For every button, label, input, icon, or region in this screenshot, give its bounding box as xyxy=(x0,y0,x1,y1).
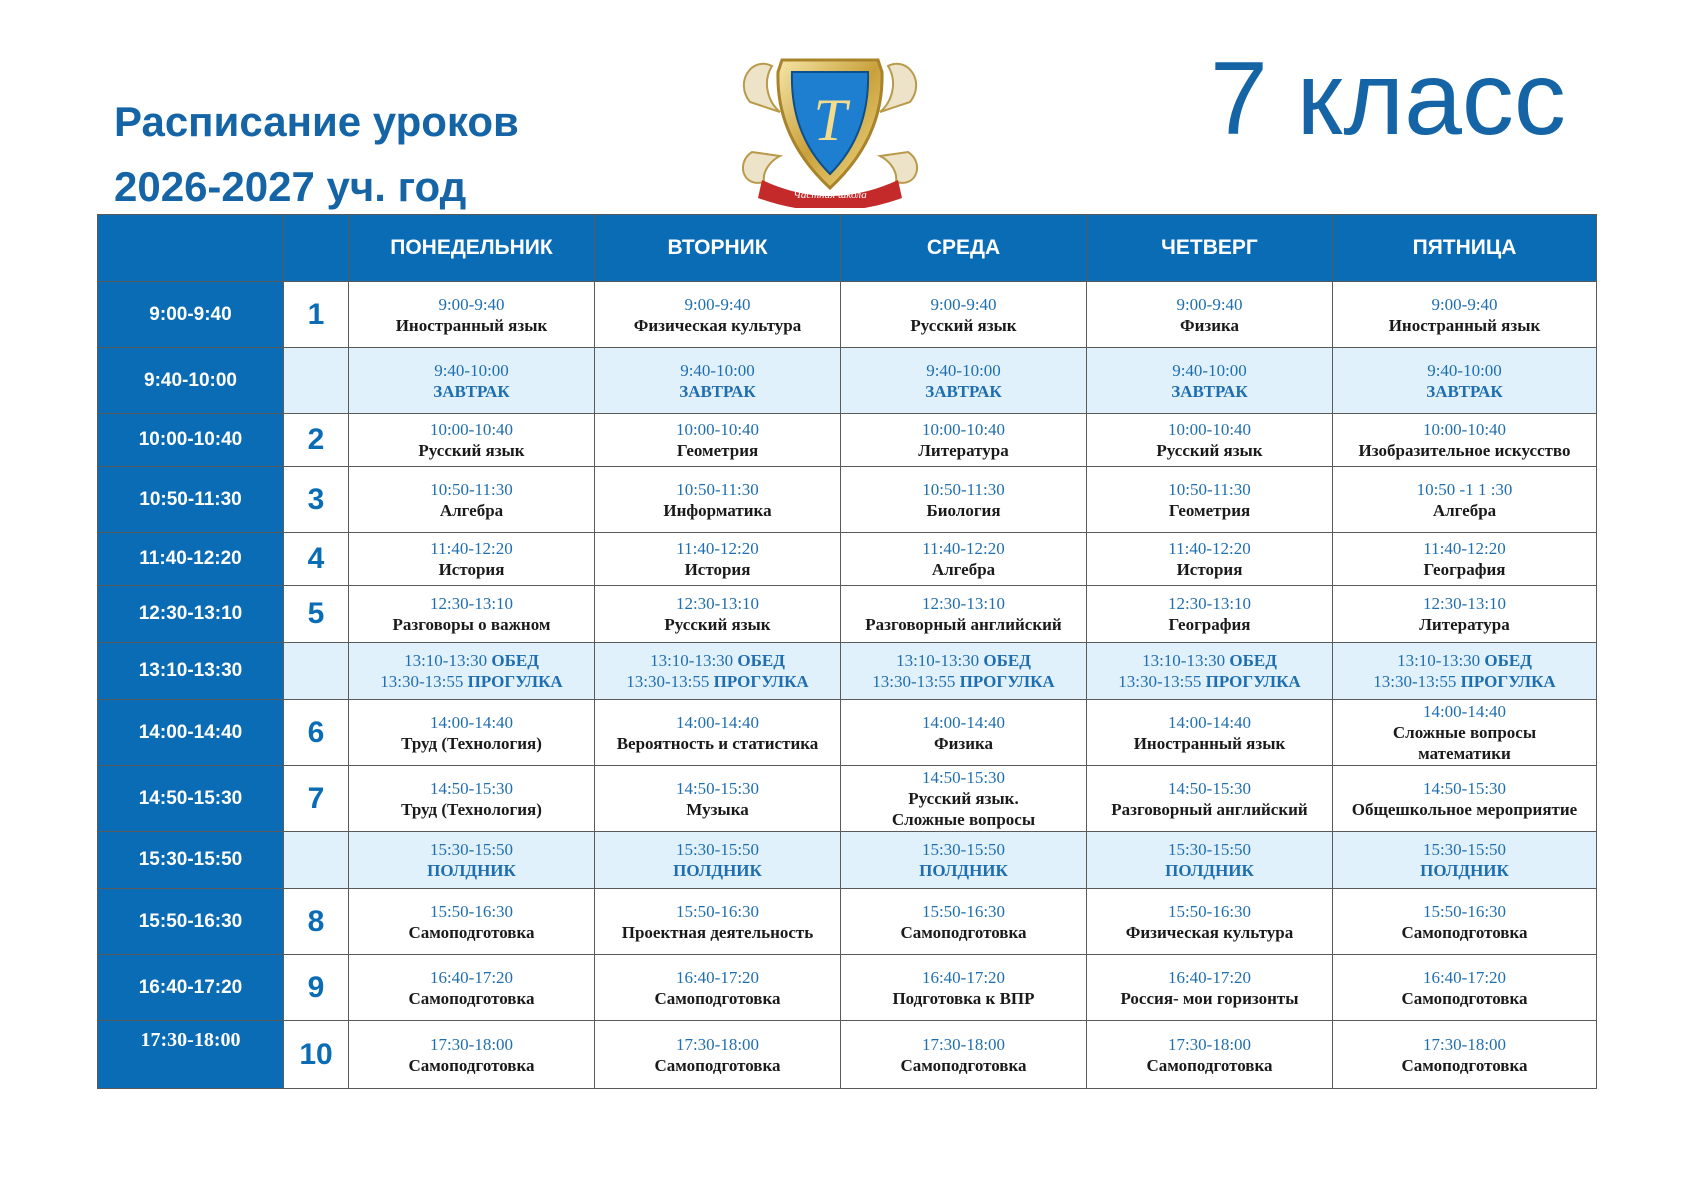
schedule-cell xyxy=(1333,282,1597,348)
slot-time: 15:50-16:30 xyxy=(921,901,1006,921)
row-time: 16:40-17:20 xyxy=(98,955,284,1021)
schedule-cell xyxy=(1333,889,1597,955)
slot-time: 10:00-10:40 xyxy=(1422,420,1507,439)
schedule-cell xyxy=(841,1021,1087,1089)
schedule-cell xyxy=(1333,955,1597,1021)
row-time: 14:00-14:40 xyxy=(98,700,284,766)
subject-name: Физика xyxy=(1179,315,1240,335)
slot-time: 9:00-9:40 xyxy=(684,294,751,314)
slot-time: 10:50-11:30 xyxy=(922,479,1005,499)
table-row xyxy=(98,643,1597,700)
subject-name: Иностранный язык xyxy=(1133,733,1286,753)
subject-name: Литература xyxy=(1419,615,1510,634)
subject-name: Проектная деятельность xyxy=(621,922,814,942)
subject-name: Информатика xyxy=(663,500,772,520)
subject-name: Биология xyxy=(926,500,1001,520)
slot-time: 15:50-16:30 xyxy=(429,901,514,921)
lesson-number: 6 xyxy=(284,700,349,766)
subject-name: Русский язык xyxy=(910,315,1017,335)
slot-time: 11:40-12:20 xyxy=(430,539,513,558)
subject-name: Самоподготовка xyxy=(654,1055,781,1075)
schedule-cell xyxy=(1333,832,1597,889)
schedule-cell xyxy=(349,832,595,889)
slot-time: 10:50 -1 1 :30 xyxy=(1416,479,1513,499)
break-label: ЗАВТРАК xyxy=(679,381,756,401)
slot-time: 13:10-13:30 xyxy=(1397,651,1481,670)
header-day: ЧЕТВЕРГ xyxy=(1087,215,1333,282)
lesson-number xyxy=(284,643,349,700)
class-label: 7 класс xyxy=(1210,41,1566,157)
subject-name: История xyxy=(1176,560,1243,579)
schedule-cell xyxy=(1333,643,1597,700)
slot-time: 10:00-10:40 xyxy=(921,420,1006,439)
schedule-cell xyxy=(1333,586,1597,643)
schedule-cell xyxy=(1333,700,1597,766)
slot-time: 9:00-9:40 xyxy=(1176,294,1243,314)
schedule-cell xyxy=(1087,467,1333,533)
subject-name: Физика xyxy=(933,733,994,753)
subject-name: Разговорный английский xyxy=(1111,799,1308,819)
table-row xyxy=(98,766,1597,832)
schedule-cell xyxy=(595,832,841,889)
schedule-cell xyxy=(1333,348,1597,414)
slot-time: 12:30-13:10 xyxy=(1422,594,1507,613)
schedule-cell xyxy=(841,832,1087,889)
break-label: ПРОГУЛКА xyxy=(1460,672,1556,691)
row-time: 9:40-10:00 xyxy=(98,348,284,414)
subject-name: Самоподготовка xyxy=(408,922,535,942)
slot-time: 10:00-10:40 xyxy=(429,420,514,439)
slot-time: 11:40-12:20 xyxy=(1168,539,1251,558)
schedule-cell xyxy=(1087,282,1333,348)
header-time-blank xyxy=(98,215,284,282)
schedule-cell xyxy=(1087,700,1333,766)
slot-time: 16:40-17:20 xyxy=(1167,967,1252,987)
slot-time: 13:10-13:30 xyxy=(896,651,980,670)
subject-name: Русский язык xyxy=(1156,441,1263,460)
subject-name: Самоподготовка xyxy=(1401,1055,1528,1075)
schedule-cell xyxy=(841,586,1087,643)
lesson-number xyxy=(284,348,349,414)
slot-time: 11:40-12:20 xyxy=(922,539,1005,558)
row-time: 17:30-18:00 xyxy=(98,1021,284,1089)
subject-name: Сложные вопросы xyxy=(1392,723,1537,742)
slot-time: 13:30-13:55 xyxy=(872,672,956,691)
schedule-cell xyxy=(1087,1021,1333,1089)
subject-name: Иностранный язык xyxy=(1388,315,1541,335)
break-label: ПОЛДНИК xyxy=(673,861,762,880)
subject-name: Русский язык. xyxy=(908,789,1019,808)
subject-name: Самоподготовка xyxy=(654,988,781,1008)
schedule-cell xyxy=(595,586,841,643)
schedule-cell xyxy=(595,414,841,467)
subject-name: Труд (Технология) xyxy=(401,733,542,753)
subject-name: Самоподготовка xyxy=(900,1055,1027,1075)
schedule-cell xyxy=(349,282,595,348)
slot-time: 13:10-13:30 xyxy=(404,651,488,670)
lesson-number: 8 xyxy=(284,889,349,955)
slot-time: 14:00-14:40 xyxy=(921,712,1006,732)
row-time: 10:00-10:40 xyxy=(98,414,284,467)
subject-name: Самоподготовка xyxy=(1401,922,1528,942)
schedule-cell xyxy=(1087,643,1333,700)
slot-time: 13:10-13:30 xyxy=(650,651,734,670)
subject-name: Алгебра xyxy=(439,500,504,520)
schedule-cell xyxy=(1087,586,1333,643)
schedule-table xyxy=(97,214,1597,1089)
schedule-cell xyxy=(1333,766,1597,832)
subject-name: Русский язык xyxy=(664,615,771,634)
schedule-cell xyxy=(595,643,841,700)
break-label: ОБЕД xyxy=(983,651,1031,670)
row-time: 15:30-15:50 xyxy=(98,832,284,889)
schedule-cell xyxy=(1333,467,1597,533)
break-label: ПОЛДНИК xyxy=(1165,861,1254,880)
slot-time: 17:30-18:00 xyxy=(429,1034,514,1054)
schedule-cell xyxy=(595,348,841,414)
subject-name: История xyxy=(438,560,505,579)
table-row xyxy=(98,1021,1597,1089)
slot-time: 15:50-16:30 xyxy=(675,901,760,921)
subject-name: Алгебра xyxy=(1432,500,1497,520)
header-number-blank xyxy=(284,215,349,282)
schedule-cell xyxy=(595,1021,841,1089)
break-label: ОБЕД xyxy=(1229,651,1277,670)
schedule-cell xyxy=(841,955,1087,1021)
break-label: ОБЕД xyxy=(1484,651,1532,670)
break-label: ПОЛДНИК xyxy=(919,861,1008,880)
table-row xyxy=(98,414,1597,467)
slot-time: 14:50-15:30 xyxy=(1422,778,1507,798)
subject-name: Музыка xyxy=(686,799,749,819)
slot-time: 13:30-13:55 xyxy=(380,672,464,691)
subject-name: Самоподготовка xyxy=(1401,988,1528,1008)
header-day: ПОНЕДЕЛЬНИК xyxy=(349,215,595,282)
table-row xyxy=(98,832,1597,889)
subject-name: Вероятность и статистика xyxy=(616,733,819,753)
schedule-cell xyxy=(841,533,1087,586)
table-row xyxy=(98,700,1597,766)
schedule-cell xyxy=(1087,533,1333,586)
slot-time: 10:00-10:40 xyxy=(675,420,760,439)
break-label: ПОЛДНИК xyxy=(427,861,516,880)
slot-time: 14:50-15:30 xyxy=(429,778,514,798)
subject-name: Алгебра xyxy=(931,560,996,579)
slot-time: 12:30-13:10 xyxy=(429,594,514,613)
table-row xyxy=(98,467,1597,533)
break-label: ПРОГУЛКА xyxy=(959,672,1055,691)
subject-name: Разговоры о важном xyxy=(392,615,551,634)
row-time: 10:50-11:30 xyxy=(98,467,284,533)
break-label: ЗАВТРАК xyxy=(1426,381,1503,401)
slot-time: 17:30-18:00 xyxy=(1422,1034,1507,1054)
subject-name: Геометрия xyxy=(676,441,759,460)
slot-time: 15:50-16:30 xyxy=(1422,901,1507,921)
schedule-cell xyxy=(841,643,1087,700)
subject-name: Разговорный английский xyxy=(865,615,1062,634)
table-row xyxy=(98,889,1597,955)
lesson-number: 9 xyxy=(284,955,349,1021)
schedule-cell xyxy=(841,348,1087,414)
lesson-number xyxy=(284,832,349,889)
subject-name: Самоподготовка xyxy=(408,988,535,1008)
lesson-number: 5 xyxy=(284,586,349,643)
break-label: ЗАВТРАК xyxy=(433,381,510,401)
subject-name: Изобразительное искусство xyxy=(1358,441,1571,460)
slot-time: 9:00-9:40 xyxy=(438,294,505,314)
slot-time: 9:00-9:40 xyxy=(930,294,997,314)
schedule-cell xyxy=(1333,414,1597,467)
slot-time: 12:30-13:10 xyxy=(675,594,760,613)
schedule-cell xyxy=(1087,766,1333,832)
slot-time: 13:30-13:55 xyxy=(1118,672,1202,691)
subject-name: Русский язык xyxy=(418,441,525,460)
subject-name: Россия- мои горизонты xyxy=(1120,988,1299,1008)
schedule-cell xyxy=(841,414,1087,467)
lesson-number: 2 xyxy=(284,414,349,467)
slot-time: 15:50-16:30 xyxy=(1167,901,1252,921)
schedule-cell xyxy=(349,643,595,700)
slot-time: 9:40-10:00 xyxy=(1172,360,1247,380)
slot-time: 9:00-9:40 xyxy=(1431,294,1498,314)
slot-time: 15:30-15:50 xyxy=(921,840,1006,859)
svg-text:Частная школа: Частная школа xyxy=(793,189,867,201)
slot-time: 14:00-14:40 xyxy=(1422,702,1507,721)
subject-name: Геометрия xyxy=(1168,500,1251,520)
slot-time: 12:30-13:10 xyxy=(1167,594,1252,613)
schedule-cell xyxy=(1087,955,1333,1021)
slot-time: 10:50-11:30 xyxy=(1168,479,1251,499)
header-day: ВТОРНИК xyxy=(595,215,841,282)
subject-name: Самоподготовка xyxy=(1146,1055,1273,1075)
schedule-cell xyxy=(595,955,841,1021)
slot-time: 15:30-15:50 xyxy=(1167,840,1252,859)
break-label: ПРОГУЛКА xyxy=(713,672,809,691)
schedule-cell xyxy=(1333,1021,1597,1089)
slot-time: 13:30-13:55 xyxy=(626,672,710,691)
subject-name-continued: математики xyxy=(1418,744,1511,763)
lesson-number: 1 xyxy=(284,282,349,348)
schedule-cell xyxy=(349,414,595,467)
school-year: 2026-2027 уч. год xyxy=(114,163,467,210)
break-label: ОБЕД xyxy=(491,651,539,670)
schedule-cell xyxy=(1087,348,1333,414)
slot-time: 14:50-15:30 xyxy=(1167,778,1252,798)
slot-time: 14:00-14:40 xyxy=(429,712,514,732)
schedule-cell xyxy=(841,282,1087,348)
slot-time: 12:30-13:10 xyxy=(921,594,1006,613)
row-time: 12:30-13:10 xyxy=(98,586,284,643)
schedule-cell xyxy=(595,700,841,766)
break-label: ЗАВТРАК xyxy=(925,381,1002,401)
schedule-cell xyxy=(349,586,595,643)
schedule-cell xyxy=(349,955,595,1021)
table-row xyxy=(98,586,1597,643)
slot-time: 9:40-10:00 xyxy=(434,360,509,380)
subject-name: Физическая культура xyxy=(1125,922,1294,942)
slot-time: 9:40-10:00 xyxy=(926,360,1001,380)
slot-time: 17:30-18:00 xyxy=(1167,1034,1252,1054)
slot-time: 13:30-13:55 xyxy=(1373,672,1457,691)
slot-time: 15:30-15:50 xyxy=(1422,840,1507,859)
subject-name: Самоподготовка xyxy=(900,922,1027,942)
lesson-number: 4 xyxy=(284,533,349,586)
slot-time: 14:50-15:30 xyxy=(921,768,1006,787)
schedule-cell xyxy=(349,467,595,533)
schedule-cell xyxy=(595,467,841,533)
slot-time: 10:00-10:40 xyxy=(1167,420,1252,439)
subject-name-continued: Сложные вопросы xyxy=(891,810,1036,829)
break-label: ЗАВТРАК xyxy=(1171,381,1248,401)
slot-time: 13:10-13:30 xyxy=(1142,651,1226,670)
lesson-number: 3 xyxy=(284,467,349,533)
slot-time: 14:00-14:40 xyxy=(675,712,760,732)
schedule-cell xyxy=(1087,832,1333,889)
schedule-cell xyxy=(349,700,595,766)
schedule-cell xyxy=(595,282,841,348)
schedule-cell xyxy=(595,533,841,586)
subject-name: Подготовка к ВПР xyxy=(892,988,1035,1008)
schedule-cell xyxy=(349,348,595,414)
break-label: ОБЕД xyxy=(737,651,785,670)
slot-time: 14:00-14:40 xyxy=(1167,712,1252,732)
slot-time: 9:40-10:00 xyxy=(680,360,755,380)
schedule-cell xyxy=(1087,414,1333,467)
subject-name: Физическая культура xyxy=(633,315,802,335)
row-time: 14:50-15:30 xyxy=(98,766,284,832)
schedule-cell xyxy=(595,766,841,832)
lesson-number: 10 xyxy=(284,1021,349,1089)
slot-time: 14:50-15:30 xyxy=(675,778,760,798)
schedule-cell xyxy=(1333,533,1597,586)
subject-name: Общешкольное мероприятие xyxy=(1351,799,1578,819)
schedule-cell xyxy=(595,889,841,955)
slot-time: 15:30-15:50 xyxy=(675,840,760,859)
svg-text:Т: Т xyxy=(813,87,847,153)
subject-name: История xyxy=(684,560,751,579)
subject-name: Иностранный язык xyxy=(395,315,548,335)
break-label: ПОЛДНИК xyxy=(1420,861,1509,880)
slot-time: 9:40-10:00 xyxy=(1427,360,1502,380)
school-crest-logo xyxy=(732,42,928,208)
header-day: СРЕДА xyxy=(841,215,1087,282)
break-label: ПРОГУЛКА xyxy=(467,672,563,691)
slot-time: 16:40-17:20 xyxy=(675,967,760,987)
header-day: ПЯТНИЦА xyxy=(1333,215,1597,282)
row-time: 13:10-13:30 xyxy=(98,643,284,700)
schedule-cell xyxy=(841,700,1087,766)
slot-time: 16:40-17:20 xyxy=(1422,967,1507,987)
subject-name: Литература xyxy=(918,441,1009,460)
schedule-cell xyxy=(349,533,595,586)
subject-name: Труд (Технология) xyxy=(401,799,542,819)
table-row xyxy=(98,348,1597,414)
lesson-number: 7 xyxy=(284,766,349,832)
slot-time: 17:30-18:00 xyxy=(921,1034,1006,1054)
slot-time: 10:50-11:30 xyxy=(676,479,759,499)
table-row xyxy=(98,533,1597,586)
schedule-cell xyxy=(841,467,1087,533)
slot-time: 16:40-17:20 xyxy=(429,967,514,987)
schedule-cell xyxy=(841,766,1087,832)
page-title: Расписание уроков xyxy=(114,98,519,145)
schedule-cell xyxy=(841,889,1087,955)
slot-time: 10:50-11:30 xyxy=(430,479,513,499)
slot-time: 16:40-17:20 xyxy=(921,967,1006,987)
slot-time: 11:40-12:20 xyxy=(676,539,759,558)
slot-time: 15:30-15:50 xyxy=(429,840,514,859)
schedule-cell xyxy=(1087,889,1333,955)
table-row xyxy=(98,282,1597,348)
subject-name: География xyxy=(1423,560,1506,579)
row-time: 9:00-9:40 xyxy=(98,282,284,348)
schedule-cell xyxy=(349,1021,595,1089)
row-time: 15:50-16:30 xyxy=(98,889,284,955)
slot-time: 17:30-18:00 xyxy=(675,1034,760,1054)
schedule-cell xyxy=(349,889,595,955)
schedule-cell xyxy=(349,766,595,832)
break-label: ПРОГУЛКА xyxy=(1205,672,1301,691)
row-time: 11:40-12:20 xyxy=(98,533,284,586)
slot-time: 11:40-12:20 xyxy=(1423,539,1506,558)
subject-name: География xyxy=(1168,615,1251,634)
subject-name: Самоподготовка xyxy=(408,1055,535,1075)
table-row xyxy=(98,955,1597,1021)
